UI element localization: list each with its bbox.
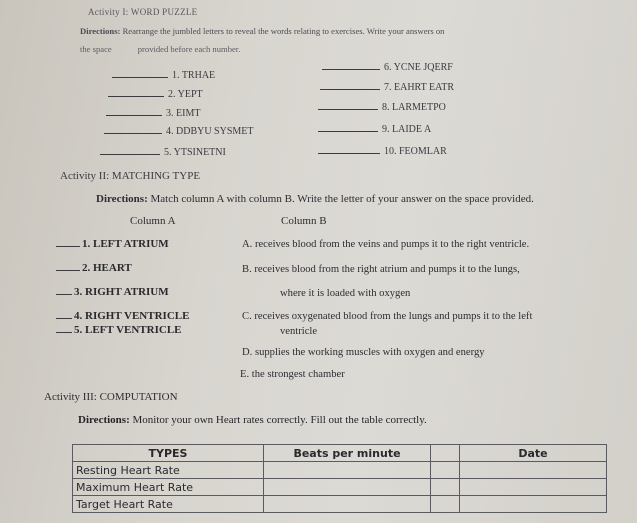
activity1-directions-text: Rearrange the jumbled letters to reveal the words relating to exercises. Write your answers on bbox=[120, 26, 445, 36]
spacer-cell bbox=[431, 479, 460, 496]
header-spacer bbox=[431, 445, 460, 462]
activity2-directions-label: Directions: bbox=[96, 193, 148, 205]
activity1-directions-cont bbox=[80, 44, 240, 54]
activity1-directions-text2b: provided before each number. bbox=[137, 44, 241, 54]
table-row bbox=[73, 479, 607, 496]
activity1-directions-label: Directions: bbox=[80, 26, 121, 36]
match-choice-d: D. supplies the working muscles with oxygen and energy bbox=[242, 347, 485, 358]
bpm-cell[interactable] bbox=[264, 496, 431, 513]
heart-rate-table bbox=[72, 444, 607, 513]
row-type: Target Heart Rate bbox=[73, 496, 264, 513]
puzzle-word: 1. TRHAE bbox=[172, 70, 216, 81]
answer-blank[interactable] bbox=[320, 89, 380, 90]
match-choice-a: A. receives blood from the veins and pumps it to the right ventricle. bbox=[242, 239, 530, 250]
match-item-4 bbox=[56, 310, 189, 322]
puzzle-word: 2. YEPT bbox=[168, 89, 203, 100]
activity3-directions bbox=[78, 414, 427, 426]
puzzle-item-8 bbox=[318, 102, 446, 113]
column-b-header: Column B bbox=[281, 215, 327, 227]
puzzle-item-5 bbox=[100, 147, 226, 158]
puzzle-word: 5. YTSINETNI bbox=[164, 147, 226, 158]
bpm-cell[interactable] bbox=[264, 479, 431, 496]
date-cell[interactable] bbox=[460, 496, 607, 513]
answer-blank[interactable] bbox=[318, 131, 378, 132]
activity3-directions-text: Monitor your own Heart rates correctly. Fill out the table correctly. bbox=[129, 414, 427, 426]
spacer-cell bbox=[431, 496, 460, 513]
puzzle-item-2 bbox=[108, 89, 203, 100]
date-cell[interactable] bbox=[460, 479, 607, 496]
activity1-title: Activity I: WORD PUZZLE bbox=[88, 7, 198, 17]
activity3-title: Activity III: COMPUTATION bbox=[44, 391, 178, 403]
header-types: TYPES bbox=[73, 445, 264, 462]
answer-blank[interactable] bbox=[56, 270, 80, 271]
match-term: 3. RIGHT ATRIUM bbox=[74, 286, 169, 298]
puzzle-item-4 bbox=[104, 126, 254, 137]
puzzle-item-7 bbox=[320, 82, 454, 93]
answer-blank[interactable] bbox=[318, 109, 378, 110]
match-choice-e: E. the strongest chamber bbox=[240, 369, 345, 380]
answer-blank[interactable] bbox=[104, 133, 162, 134]
match-term: 4. RIGHT VENTRICLE bbox=[74, 310, 190, 322]
table-row bbox=[73, 496, 607, 513]
puzzle-word: 10. FEOMLAR bbox=[384, 146, 447, 157]
puzzle-item-10 bbox=[318, 146, 447, 157]
match-choice-c: C. receives oxygenated blood from the lungs and pumps it to the left bbox=[242, 311, 533, 322]
row-type: Resting Heart Rate bbox=[73, 462, 264, 479]
answer-blank[interactable] bbox=[322, 69, 380, 70]
puzzle-word: 9. LAIDE A bbox=[382, 124, 432, 135]
answer-blank[interactable] bbox=[56, 294, 72, 295]
table-row bbox=[73, 462, 607, 479]
date-cell[interactable] bbox=[460, 462, 607, 479]
match-term: 2. HEART bbox=[82, 262, 132, 274]
answer-blank[interactable] bbox=[106, 115, 162, 116]
activity3-directions-label: Directions: bbox=[78, 414, 130, 426]
activity1-directions bbox=[80, 26, 444, 36]
match-item-1 bbox=[56, 238, 169, 250]
match-item-5 bbox=[56, 324, 182, 336]
answer-blank[interactable] bbox=[108, 96, 164, 97]
activity2-directions bbox=[96, 193, 534, 205]
match-item-2 bbox=[56, 262, 132, 274]
column-a-header: Column A bbox=[130, 215, 176, 227]
puzzle-word: 4. DDBYU SYSMET bbox=[166, 126, 254, 137]
puzzle-item-6 bbox=[322, 62, 453, 73]
activity1-directions-text2a: the space bbox=[80, 44, 112, 54]
puzzle-item-3 bbox=[106, 108, 200, 119]
answer-blank[interactable] bbox=[56, 246, 80, 247]
puzzle-item-1 bbox=[112, 70, 215, 81]
match-item-3 bbox=[56, 286, 169, 298]
match-term: 1. LEFT ATRIUM bbox=[82, 238, 169, 250]
table-header-row bbox=[73, 445, 607, 462]
match-term: 5. LEFT VENTRICLE bbox=[74, 324, 182, 336]
activity2-title: Activity II: MATCHING TYPE bbox=[60, 170, 201, 182]
spacer-cell bbox=[431, 462, 460, 479]
puzzle-word: 8. LARMETPO bbox=[382, 102, 446, 113]
match-choice-b-cont: where it is loaded with oxygen bbox=[280, 288, 411, 299]
puzzle-word: 6. YCNE JQERF bbox=[384, 62, 453, 73]
bpm-cell[interactable] bbox=[264, 462, 431, 479]
puzzle-item-9 bbox=[318, 124, 431, 135]
header-date: Date bbox=[460, 445, 607, 462]
answer-blank[interactable] bbox=[56, 332, 72, 333]
header-bpm: Beats per minute bbox=[264, 445, 431, 462]
answer-blank[interactable] bbox=[318, 153, 380, 154]
puzzle-word: 3. EIMT bbox=[166, 108, 201, 119]
answer-blank[interactable] bbox=[112, 77, 168, 78]
puzzle-word: 7. EAHRT EATR bbox=[384, 82, 455, 93]
match-choice-b: B. receives blood from the right atrium and pumps it to the lungs, bbox=[242, 264, 520, 275]
activity2-directions-text: Match column A with column B. Write the letter of your answer on the space provided. bbox=[147, 193, 534, 205]
answer-blank[interactable] bbox=[100, 154, 160, 155]
row-type: Maximum Heart Rate bbox=[73, 479, 264, 496]
match-choice-c-cont: ventricle bbox=[280, 326, 318, 337]
answer-blank[interactable] bbox=[56, 318, 72, 319]
